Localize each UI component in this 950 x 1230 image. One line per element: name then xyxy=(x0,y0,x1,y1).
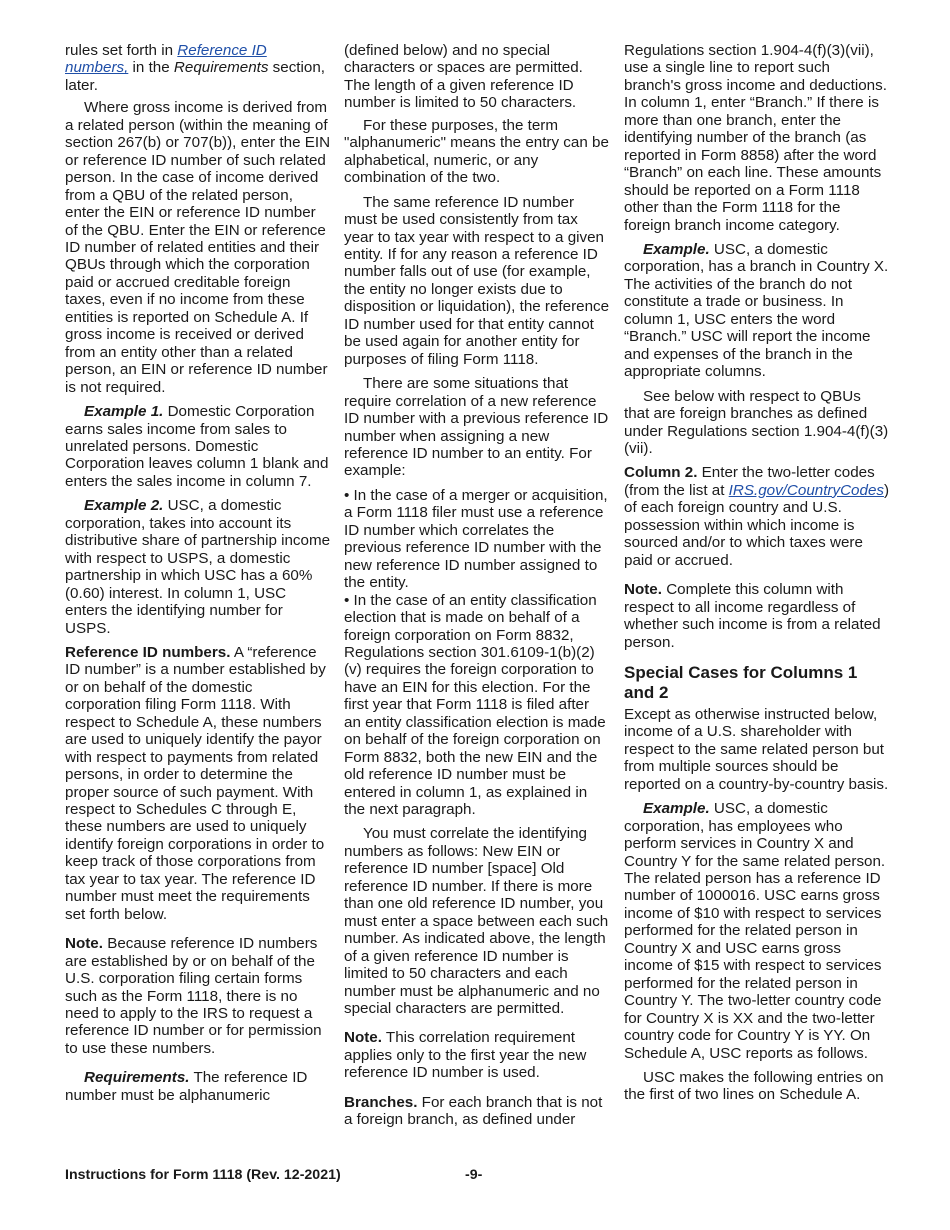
requirements-ref: Requirements xyxy=(173,59,269,77)
example-1 xyxy=(65,403,331,490)
branches-text: For each branch that is not a foreign branch, as defined under xyxy=(344,1093,603,1129)
paragraph-country-by-country: Except as otherwise instructed below, income of a U.S. shareholder with respect to the same related person but from multiple sources should be reported on a country-by-country basis. xyxy=(624,705,889,793)
requirements-text: The reference ID number must be alphanumeric xyxy=(65,1069,308,1104)
note-label: Note. xyxy=(65,935,103,953)
column-left xyxy=(65,42,331,1104)
paragraph-intro xyxy=(65,42,331,94)
reference-id-link[interactable]: Reference ID numbers, xyxy=(65,42,267,77)
example-label: Example. xyxy=(643,800,710,818)
column-right xyxy=(624,42,890,1104)
example-2-text: USC, a domestic corporation, takes into account its distributive share of partnership income with respect to USPS, a domestic partnership in which USC has a 60% (0.60) interest. In column 1, USC enters the identifying number for USPS. xyxy=(65,497,331,637)
example-text: USC, a domestic corporation, has employees who perform services in Country X and Country Y for the same related person. The related person has a reference ID number of 1000016. USC earns gross income of $10 with respect to services performed for the related person in Country X and USC earns gross income of $15 with respect to services performed for the related person in Country Y. The two-letter country code for Country X is XX and the two-letter country code for Country Y is YY. On Schedule A, USC reports as follows. xyxy=(624,800,886,1062)
text-run: Enter the two-letter codes (from the list at xyxy=(624,464,875,499)
note-text: Complete this column with respect to all income regardless of whether such income is from a related person. xyxy=(624,581,881,651)
example-branch xyxy=(624,241,890,381)
column-2-label: Column 2. xyxy=(624,464,698,482)
special-cases-heading: Special Cases for Columns 1 and 2 xyxy=(624,662,858,702)
note-correlation xyxy=(344,1029,610,1081)
note-text: Because reference ID numbers are established by or on behalf of the U.S. corporation filing certain forms such as the Form 1118, there is no need to apply to the IRS to request a reference ID number or for permission to use these numbers. xyxy=(65,935,322,1057)
branches-label: Branches. xyxy=(344,1093,418,1111)
example-text: USC, a domestic corporation, has a branch in Country X. The activities of the branch do not constitute a trade or business. In column 1, USC enters the word “Branch.” USC will report the income and expenses of the branch in the appropriate columns. xyxy=(624,240,889,381)
reference-id-numbers-section xyxy=(65,644,331,923)
note-reference-id xyxy=(65,935,331,1057)
text-run: ) of each foreign country and U.S. possession within which income is sourced and/or to which taxes were paid or accrued. xyxy=(624,481,890,569)
note-text: This correlation requirement applies only to the first year the new reference ID number is used. xyxy=(344,1029,587,1082)
text-run: section, later. xyxy=(65,59,326,94)
column-middle xyxy=(344,42,610,1129)
requirements-paragraph xyxy=(65,1069,331,1104)
bullet-text: In the case of an entity classification election that is made on behalf of a foreign corporation on Form 8832, Regulations section 301.6109-1(b)(2)(v) requires the foreign corporation to have an EIN for this election. For the first year that Form 1118 is filed after an entity classification election is made on behalf of the foreign corporation on Form 8832, both the new EIN and the old reference ID number must be entered in column 1, as explained in the next paragraph. xyxy=(344,591,606,819)
example-1-label: Example 1. xyxy=(84,403,164,421)
example-1-text: Domestic Corporation earns sales income from sales to unrelated persons. Domestic Corporation leaves column 1 blank and enters the sales income in column 7. xyxy=(65,403,329,490)
bullet-text: In the case of a merger or acquisition, a Form 1118 filer must use a reference ID number which correlates the previous reference ID number with the new reference ID number assigned to the entity. xyxy=(344,486,608,592)
bullet-merger xyxy=(344,487,610,592)
example-label: Example. xyxy=(643,240,710,258)
paragraph-schedule-a-entries: USC makes the following entries on the first of two lines on Schedule A. xyxy=(624,1069,884,1104)
bullet-entity-election xyxy=(344,592,610,819)
page-number: -9- xyxy=(465,1167,483,1183)
branches-paragraph xyxy=(344,1094,610,1129)
reference-id-text: A “reference ID number” is a number established by or on behalf of the domestic corporation filing Form 1118. With respect to Schedule A, these numbers are used to uniquely identify the payor with respect to payments from related persons, in order to determine the proper source of such payment. With respect to Schedules C through E, these numbers are used to uniquely identify foreign corporations in order to keep track of those corporations from tax year to tax year. The reference ID number must meet the requirements set forth below. xyxy=(65,643,326,923)
note-column-2 xyxy=(624,581,890,651)
paragraph-consistency: The same reference ID number must be used consistently from tax year to tax year with respect to a given entity. If for any reason a reference ID number falls out of use (for example, the entity no longer exists due to disposition or liquidation), the reference ID number used for that entity cannot be used again for another entity for purposes of filing Form 1118. xyxy=(344,193,610,368)
paragraph-related-person: Where gross income is derived from a related person (within the meaning of section 267(b) or 707(b)), enter the EIN or reference ID number of such related person. In the case of income derived from a QBU of the related person, enter the EIN or reference ID number of the QBU. Enter the EIN or reference ID number of related entities and their QBUs through which the corporation paid or accrued creditable foreign taxes, even if no income from these entities is reported on Schedule A. If gross income is received or derived from an entity other than a related person, an EIN or reference ID number is not required. xyxy=(65,99,331,396)
paragraph-correlation: There are some situations that require correlation of a new reference ID number with a previous reference ID number when assigning a new reference ID number to an entity. For example: xyxy=(344,375,609,480)
requirements-label: Requirements. xyxy=(84,1069,190,1087)
paragraph-alphanumeric: For these purposes, the term "alphanumeric" means the entry can be alphabetical, numeric, or any combination of the two. xyxy=(344,116,609,187)
example-services xyxy=(624,800,890,1062)
text-run: rules set forth in xyxy=(65,42,178,59)
column-2-paragraph xyxy=(624,464,890,569)
paragraph-correlate-format: You must correlate the identifying numbers as follows: New EIN or reference ID number [space] Old reference ID number. If there is more than one old reference ID number, you must enter a space between each such number. As indicated above, the length of a given reference ID number is limited to 50 characters and each number must be alphanumeric and no special characters are permitted. xyxy=(344,825,609,1018)
footer-form-title: Instructions for Form 1118 (Rev. 12-2021) xyxy=(65,1167,341,1183)
text-run: in the xyxy=(128,59,174,77)
note-label: Note. xyxy=(344,1029,382,1047)
bullet-icon: • xyxy=(344,591,354,609)
reference-id-heading: Reference ID numbers. xyxy=(65,643,231,661)
example-2 xyxy=(65,497,331,637)
paragraph-alnum-limit: (defined below) and no special characters or spaces are permitted. The length of a given reference ID number is limited to 50 characters. xyxy=(344,42,583,112)
note-label: Note. xyxy=(624,581,662,599)
paragraph-qbu-branches: See below with respect to QBUs that are foreign branches as defined under Regulations section 1.904-4(f)(3)(vii). xyxy=(624,387,889,457)
country-codes-link[interactable]: IRS.gov/CountryCodes xyxy=(728,481,884,499)
paragraph-branch-reporting: Regulations section 1.904-4(f)(3)(vii), use a single line to report such branch's gross income and deductions. In column 1, enter “Branch.” If there is more than one branch, enter the identifying number of the branch (as reported in Form 8858) after the word “Branch” on each line. These amounts should be reported on a Form 1118 other than the Form 1118 for the foreign branch income category. xyxy=(624,42,887,234)
example-2-label: Example 2. xyxy=(84,497,164,515)
bullet-icon: • xyxy=(344,486,354,504)
